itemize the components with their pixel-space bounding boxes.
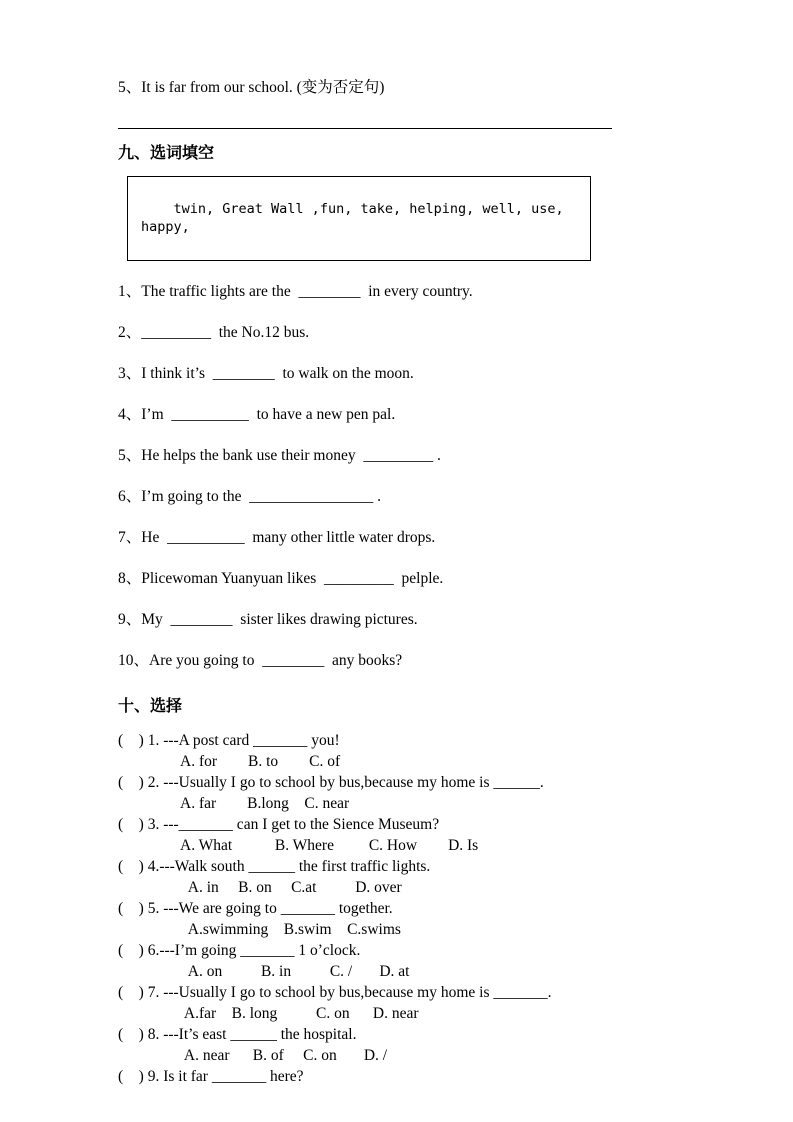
word-bank-words: twin, Great Wall ,fun, take, helping, well, use, happy, — [141, 201, 572, 235]
choice-question-4: ( ) 4.---Walk south ______ the first traffic lights. — [118, 858, 431, 875]
fill-item-8: 8、Plicewoman Yuanyuan likes _________ pelple. — [118, 570, 444, 587]
section9-title: 九、选词填空 — [118, 145, 215, 162]
fill-item-5: 5、He helps the bank use their money _________ . — [118, 447, 441, 464]
choice-question-2: ( ) 2. ---Usually I go to school by bus,because my home is ______. — [118, 774, 544, 791]
fill-item-2: 2、_________ the No.12 bus. — [118, 324, 310, 341]
fill-item-1: 1、The traffic lights are the ________ in every country. — [118, 283, 473, 300]
choice-options-1: A. for B. to C. of — [180, 753, 341, 770]
choice-options-7: A.far B. long C. on D. near — [180, 1005, 419, 1022]
fill-item-3: 3、I think it’s ________ to walk on the moon. — [118, 365, 414, 382]
choice-options-3: A. What B. Where C. How D. Is — [180, 837, 479, 854]
rewrite-sentence-item: 5、It is far from our school. (变为否定句) — [118, 79, 385, 96]
choice-question-1: ( ) 1. ---A post card _______ you! — [118, 732, 340, 749]
fill-item-7: 7、He __________ many other little water drops. — [118, 529, 436, 546]
choice-question-5: ( ) 5. ---We are going to _______ together. — [118, 900, 393, 917]
word-bank-box — [127, 176, 591, 261]
choice-options-8: A. near B. of C. on D. / — [180, 1047, 388, 1064]
choice-options-5: A.swimming B.swim C.swims — [180, 921, 401, 938]
choice-question-3: ( ) 3. ---_______ can I get to the Sience Museum? — [118, 816, 440, 833]
choice-question-6: ( ) 6.---I’m going _______ 1 o’clock. — [118, 942, 361, 959]
fill-item-6: 6、I’m going to the ________________ . — [118, 488, 382, 505]
fill-item-4: 4、I’m __________ to have a new pen pal. — [118, 406, 396, 423]
choice-list — [118, 730, 698, 1087]
fill-item-10: 10、Are you going to ________ any books? — [118, 652, 403, 669]
choice-question-8: ( ) 8. ---It’s east ______ the hospital. — [118, 1026, 357, 1043]
choice-options-4: A. in B. on C.at D. over — [180, 879, 402, 896]
choice-options-2: A. far B.long C. near — [180, 795, 350, 812]
choice-question-7: ( ) 7. ---Usually I go to school by bus,because my home is _______. — [118, 984, 552, 1001]
section10-title: 十、选择 — [118, 698, 183, 715]
fill-in-list — [118, 282, 698, 671]
choice-options-6: A. on B. in C. / D. at — [180, 963, 410, 980]
divider-line — [118, 128, 612, 129]
choice-question-9: ( ) 9. Is it far _______ here? — [118, 1068, 304, 1085]
fill-item-9: 9、My ________ sister likes drawing pictures. — [118, 611, 418, 628]
